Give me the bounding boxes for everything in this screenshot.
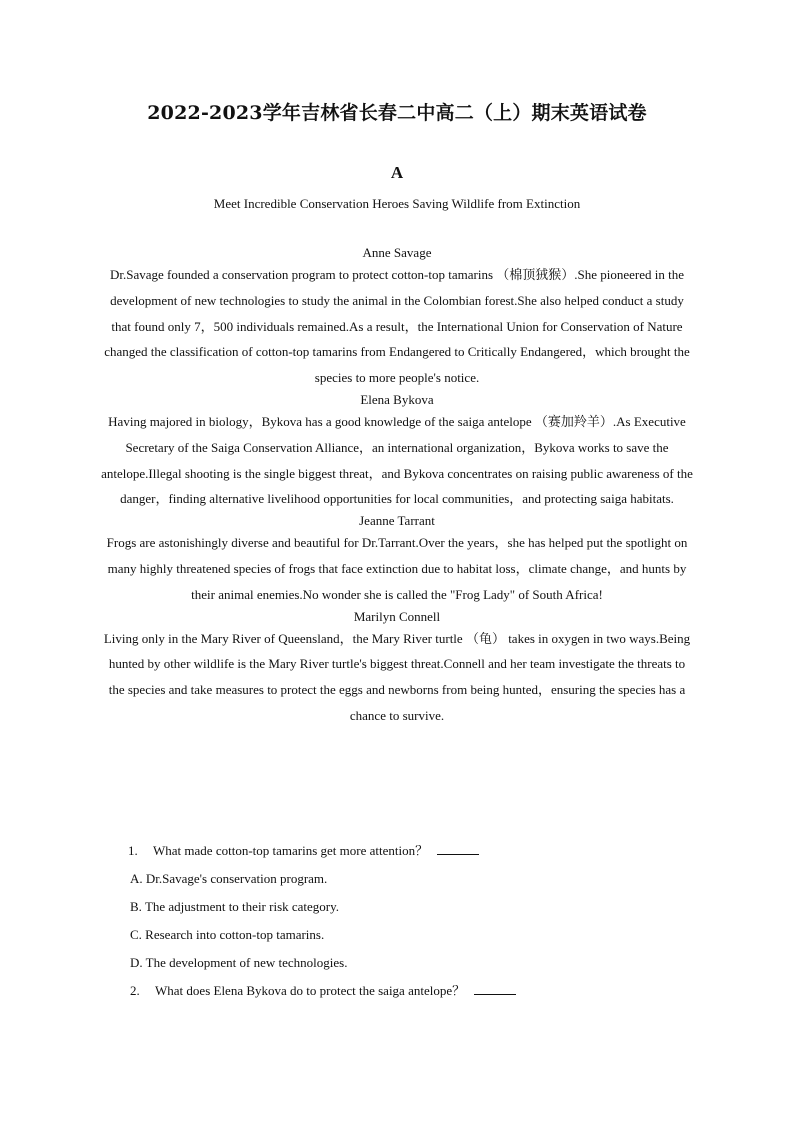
passage-title: Meet Incredible Conservation Heroes Saving Wildlife from Extinction: [213, 196, 581, 211]
question-text: What made cotton-top tamarins get more attention？: [153, 843, 429, 858]
hero-section: [100, 512, 694, 607]
hero-section: [100, 608, 694, 729]
question-1: [128, 840, 688, 868]
option-c[interactable]: [128, 924, 688, 952]
hero-paragraph: Having majored in biology，Bykova has a good knowledge of the saiga antelope （赛加羚羊）.As Executive Secretary of the Saiga Conservation Alliance，an international organization，Bykova works to save the antelope.Illegal shooting is the single biggest threat，and Bykova concentrates on raising public awareness of the danger，finding alternative livelihood opportunities for local communities，and protecting saiga habitats.: [101, 413, 693, 507]
question-list: [128, 840, 688, 1008]
hero-paragraph: Dr.Savage founded a conservation program to protect cotton-top tamarins （棉顶狨猴）.She pioneered in the development of new technologies to study the animal in the Colombian forest.She also helped conduct a study that found only 7，500 individuals remained.As a result，the International Union for Conservation of Nature changed the classification of cotton-top tamarins from Endangered to Critically Endangered，which brought the species to more people's notice.: [104, 267, 690, 386]
option-letter: C.: [130, 927, 142, 942]
answer-blank[interactable]: [474, 982, 516, 995]
option-text: Research into cotton-top tamarins.: [145, 927, 325, 942]
answer-blank[interactable]: [437, 842, 479, 855]
exam-title: 2022-2023学年吉林省长春二中高二（上）期末英语试卷: [147, 102, 647, 124]
hero-name: Jeanne Tarrant: [359, 513, 435, 529]
question-text: What does Elena Bykova do to protect the saiga antelope？: [155, 983, 466, 998]
option-text: Dr.Savage's conservation program.: [145, 871, 328, 886]
passage-body: [100, 244, 694, 729]
hero-name: Elena Bykova: [360, 391, 434, 407]
option-text: The adjustment to their risk category.: [144, 899, 340, 914]
option-d[interactable]: [128, 952, 688, 980]
question-number: 2.: [130, 983, 140, 998]
hero-paragraph: Living only in the Mary River of Queensland，the Mary River turtle （龟） takes in oxygen in two ways.Being hunted by other wildlife is the Mary River turtle's biggest threat.Connell and her team investigate the threats to the species and take measures to protect the eggs and newborns from being hunted，ensuring the species has a chance to survive.: [103, 630, 691, 723]
question-number: 1.: [128, 843, 138, 858]
option-letter: A.: [130, 871, 143, 886]
section-letter: A: [390, 163, 404, 182]
hero-paragraph: Frogs are astonishingly diverse and beautiful for Dr.Tarrant.Over the years，she has helped put the spotlight on many highly threatened species of frogs that face extinction due to habitat loss，climate change，and hunts by their animal enemies.No wonder she is called the "Frog Lady" of South Africa!: [106, 535, 688, 602]
option-text: The development of new technologies.: [145, 955, 348, 970]
hero-name: Marilyn Connell: [353, 608, 441, 624]
option-b[interactable]: [128, 896, 688, 924]
option-letter: B.: [130, 899, 142, 914]
hero-name: Anne Savage: [362, 245, 432, 260]
option-letter: D.: [130, 955, 143, 970]
hero-section: [100, 244, 694, 391]
option-a[interactable]: [128, 868, 688, 896]
question-2: [128, 980, 688, 1008]
hero-section: [100, 391, 694, 512]
